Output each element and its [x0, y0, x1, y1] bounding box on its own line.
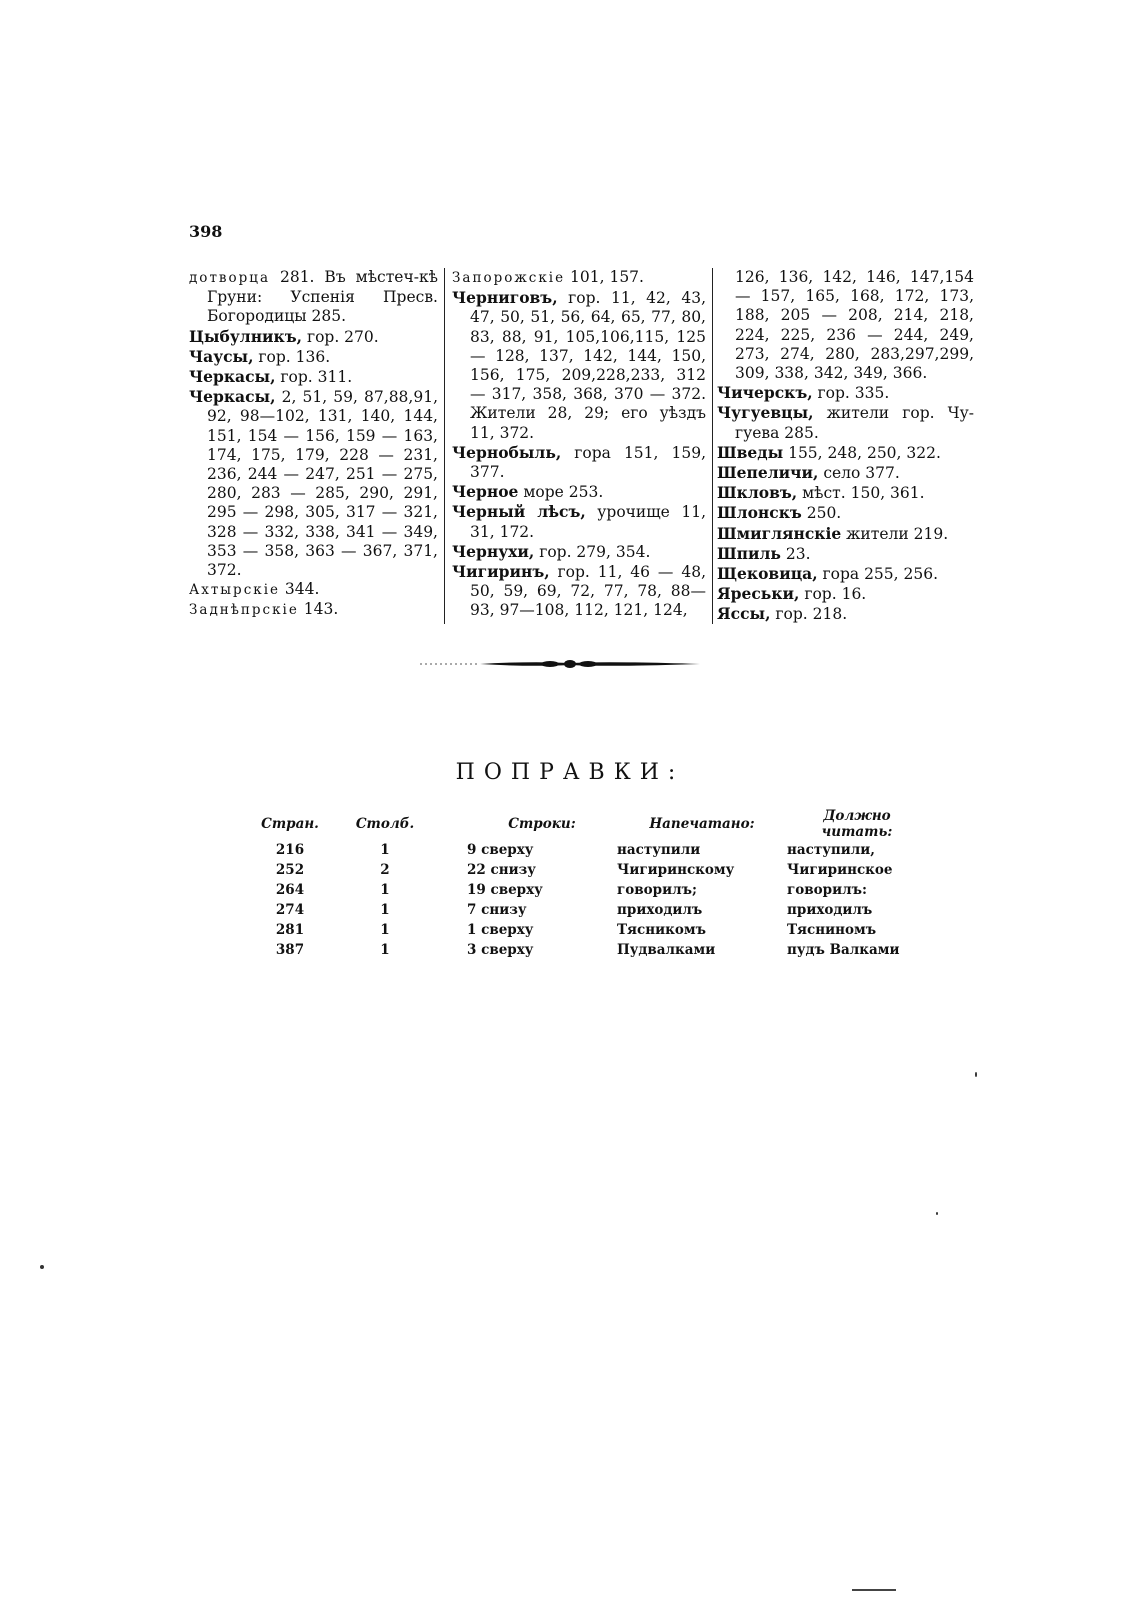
index-entry: [717, 503, 974, 523]
entry-headword: Заднѣпрскіе: [189, 602, 299, 619]
entry-headword: Чигиринъ,: [452, 562, 550, 582]
table-row: [255, 840, 927, 860]
index-entry: [717, 383, 974, 403]
page-number: 398: [189, 222, 223, 241]
cell-page: 274: [275, 902, 305, 918]
cell-printed: наступили: [617, 842, 701, 858]
entry-references: 143.: [298, 600, 339, 619]
index-entry: [189, 580, 438, 600]
entry-references: гор. 270.: [302, 327, 379, 346]
cell-lines: 1 сверху: [467, 922, 534, 938]
entry-headword: Шпиль: [717, 543, 781, 563]
index-entry: [452, 482, 706, 502]
cell-printed: приходилъ: [617, 902, 703, 918]
entry-headword: Чугуевцы,: [717, 403, 814, 423]
entry-headword: Щековица,: [717, 564, 818, 584]
cell-page: 387: [275, 942, 305, 958]
entry-references: 2, 51, 59, 87,88,91, 92, 98—102, 131, 140, 144, 151, 154 — 156, 159 — 163, 174, 175, 179, 228 — 231, 236, 244 — 247, 251 — 275, 280, 283 — 285, 290, 291, 295 — 298, 305, 317 — 321, 328 — 332, 338, 341 — 349, 353 — 358, 363 — 367, 371, 372.: [207, 388, 438, 580]
errata-table: [255, 808, 927, 960]
cell-column: 1: [380, 882, 390, 898]
entry-headword: Черное: [452, 482, 519, 502]
cell-page: 264: [275, 882, 305, 898]
index-column-2: [444, 268, 712, 624]
entry-headword: Черкасы,: [189, 367, 276, 387]
index-entry: [189, 387, 438, 580]
cell-column: 1: [380, 922, 390, 938]
index-entry: [717, 443, 974, 463]
table-row: [255, 880, 927, 900]
index-entry: [717, 268, 974, 383]
header-should-read: Должно читать:: [821, 808, 893, 840]
entry-references: 126, 136, 142, 146, 147,154 — 157, 165, 168, 172, 173, 188, 205 — 208, 214, 218, 224, 225, 236 — 244, 249, 273, 274, 280, 283,297,299, 309, 338, 342, 349, 366.: [735, 268, 974, 383]
header-column: Столб.: [355, 816, 415, 832]
entry-references: гор. 16.: [799, 585, 867, 604]
cell-printed: Пудвалками: [617, 942, 716, 958]
cell-printed: говорилъ;: [617, 882, 697, 898]
table-row: [255, 920, 927, 940]
cell-should-read: приходилъ: [787, 902, 873, 918]
index-entry: [717, 403, 974, 442]
cell-printed: Чигиринскому: [617, 862, 735, 878]
index-entry: [452, 288, 706, 443]
cell-page: 216: [275, 842, 305, 858]
index-entry: [452, 443, 706, 482]
errata-title: ПОПРАВКИ:: [455, 760, 685, 785]
entry-headword: Шлонскъ: [717, 503, 802, 523]
cell-lines: 22 снизу: [467, 862, 536, 878]
index-column-3: [712, 268, 974, 624]
entry-headword: Яссы,: [717, 604, 771, 624]
header-page: Стран.: [261, 816, 319, 832]
header-printed: Напечатано:: [649, 816, 755, 832]
entry-references: жители 219.: [841, 524, 949, 543]
ornamental-separator: [420, 658, 720, 670]
entry-headword: дотворца: [189, 270, 271, 286]
index-columns: [189, 268, 989, 624]
table-row: [255, 900, 927, 920]
entry-headword: Чичерскъ,: [717, 383, 813, 403]
entry-headword: Чаусы,: [189, 346, 254, 366]
index-entry: [717, 524, 974, 544]
entry-headword: Шепеличи,: [717, 463, 819, 483]
cell-should-read: Тясниномъ: [787, 922, 877, 938]
entry-references: гора 151, 159, 377.: [470, 443, 706, 482]
entry-references: жители гор. Чу-гуева 285.: [735, 404, 974, 442]
index-entry: [189, 327, 438, 347]
entry-headword: Запорожскіе: [452, 270, 566, 286]
errata-header-row: [255, 808, 927, 840]
cell-lines: 19 сверху: [467, 882, 543, 898]
table-row: [255, 860, 927, 880]
entry-headword: Шмиглянскіе: [717, 523, 842, 543]
cell-lines: 7 снизу: [467, 902, 527, 918]
index-entry: [452, 502, 706, 541]
entry-headword: Черкасы,: [189, 387, 276, 407]
cell-lines: 9 сверху: [467, 842, 534, 858]
index-entry: [452, 562, 706, 621]
index-entry: [189, 347, 438, 367]
entry-references: гор. 11, 42, 43, 47, 50, 51, 56, 64, 65, 77, 80, 83, 88, 91, 105,106,115, 125 — 128, 137, 142, 144, 150, 156, 175, 209,228,233, 312 — 317, 358, 368, 370 — 372. Жители 28, 29; его уѣздъ 11, 372.: [470, 289, 706, 442]
cell-column: 1: [380, 942, 390, 958]
table-row: [255, 940, 927, 960]
entry-headword: Черный лѣсъ,: [452, 502, 586, 522]
entry-references: гор. 311.: [275, 368, 353, 387]
scan-speck: [975, 1072, 977, 1077]
entry-headword: Черниговъ,: [452, 288, 558, 308]
entry-references: гор. 136.: [253, 347, 331, 366]
cell-printed: Тясникомъ: [617, 922, 706, 938]
scan-speck: [936, 1212, 938, 1215]
cell-should-read: Чигиринское: [787, 862, 893, 878]
cell-column: 1: [380, 902, 390, 918]
index-entry: [452, 542, 706, 562]
entry-headword: Яреськи,: [717, 584, 800, 604]
cell-should-read: говорилъ:: [787, 882, 867, 898]
entry-references: 101, 157.: [565, 268, 644, 286]
entry-headword: Шведы: [717, 442, 784, 462]
cell-should-read: пудъ Валками: [787, 942, 900, 958]
index-entry: [717, 463, 974, 483]
entry-references: гора 255, 256.: [817, 565, 939, 584]
index-entry: [189, 600, 438, 620]
entry-headword: Чернухи,: [452, 541, 535, 561]
entry-headword: Ахтырскіе: [189, 582, 280, 599]
index-entry: [189, 268, 438, 327]
index-entry: [189, 367, 438, 387]
entry-references: 23.: [780, 544, 811, 563]
entry-references: урочище 11, 31, 172.: [470, 503, 706, 541]
index-entry: [717, 544, 974, 564]
scan-speck: [40, 1265, 44, 1269]
cell-lines: 3 сверху: [467, 942, 534, 958]
entry-references: 155, 248, 250, 322.: [783, 443, 941, 462]
cell-column: 1: [380, 842, 390, 858]
entry-headword: Шкловъ,: [717, 483, 798, 503]
bottom-rule: [852, 1589, 896, 1591]
entry-references: гор. 279, 354.: [534, 542, 651, 561]
entry-references: гор. 218.: [770, 605, 848, 624]
index-entry: [717, 483, 974, 503]
entry-references: 281. Въ мѣстеч-кѣ Груни: Успенія Пресв. Богородицы 285.: [207, 268, 438, 326]
cell-column: 2: [380, 862, 390, 878]
entry-references: 250.: [801, 504, 842, 523]
entry-references: гор. 335.: [812, 384, 890, 403]
index-entry: [717, 584, 974, 604]
entry-references: море 253.: [518, 483, 604, 502]
index-column-1: [189, 268, 444, 624]
entry-headword: Цыбулникъ,: [189, 326, 303, 346]
header-lines: Строки:: [508, 816, 576, 832]
entry-references: мѣст. 150, 361.: [797, 484, 925, 503]
entry-references: село 377.: [818, 464, 900, 483]
index-entry: [452, 268, 706, 288]
index-entry: [717, 604, 974, 624]
entry-headword: Чернобыль,: [452, 442, 562, 462]
index-entry: [717, 564, 974, 584]
cell-page: 252: [275, 862, 305, 878]
entry-references: гор. 11, 46 — 48, 50, 59, 69, 72, 77, 78, 88— 93, 97—108, 112, 121, 124,: [470, 563, 706, 620]
cell-should-read: наступили,: [787, 842, 875, 858]
cell-page: 281: [275, 922, 305, 938]
entry-references: 344.: [280, 580, 320, 599]
